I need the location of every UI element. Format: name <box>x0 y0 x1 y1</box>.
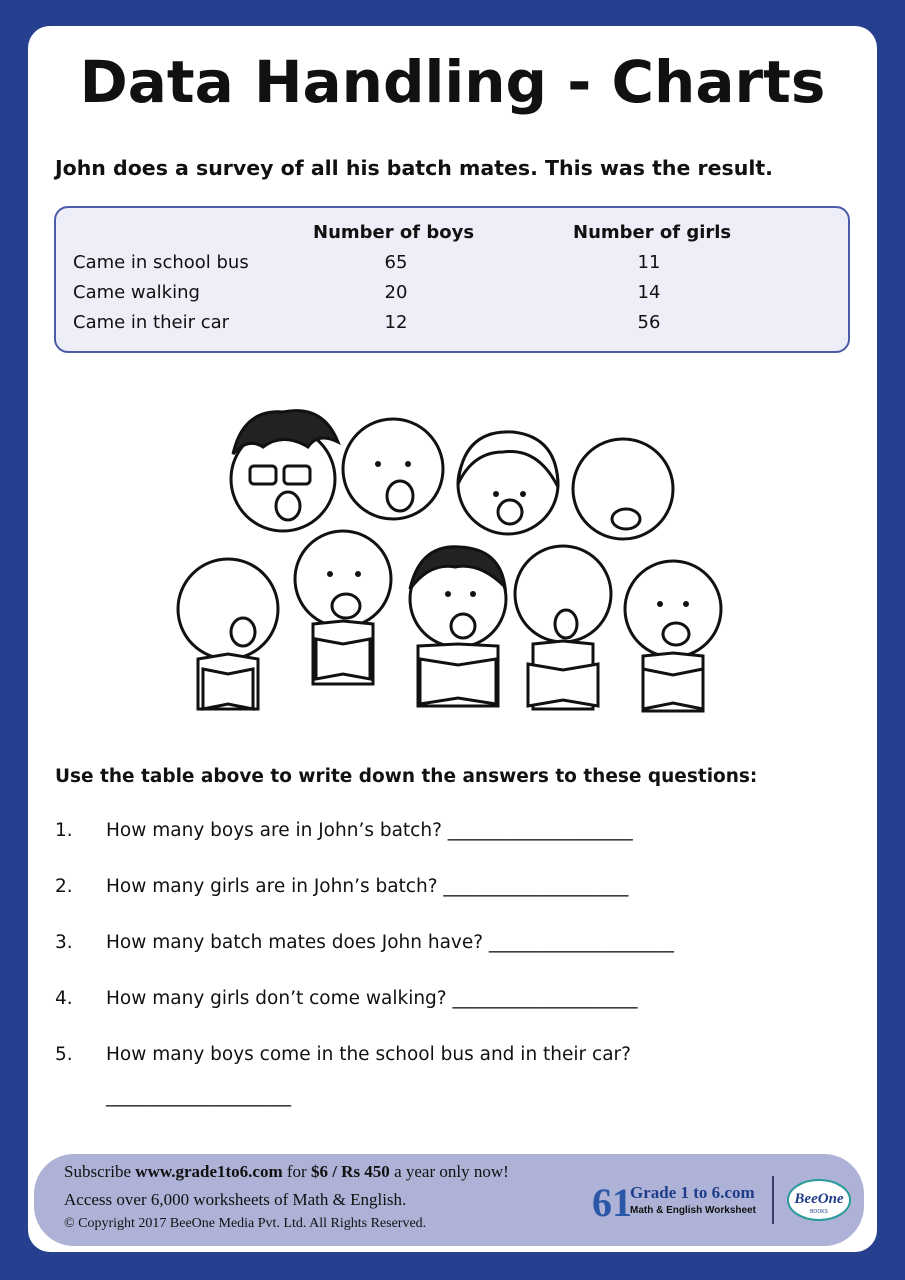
cell-girls: 14 <box>637 282 661 303</box>
row-label: Came walking <box>73 282 200 303</box>
logo-brand: BeeOne <box>794 1191 844 1207</box>
question-number: 3. <box>55 932 73 953</box>
singing-children-illustration <box>138 384 738 714</box>
row-label: Came in school bus <box>73 252 249 273</box>
question-item <box>55 1044 631 1065</box>
copyright-text: © Copyright 2017 BeeOne Media Pvt. Ltd. All Rights Reserved. <box>64 1216 427 1231</box>
cell-boys: 20 <box>384 282 408 303</box>
logo-tagline: Math & English Worksheet <box>630 1205 756 1216</box>
grade1to6-logo <box>592 1178 772 1224</box>
question-text: How many girls don’t come walking? ____________________ <box>106 988 638 1009</box>
logo-divider <box>772 1176 774 1224</box>
question-number: 2. <box>55 876 73 897</box>
beeone-logo <box>786 1176 852 1224</box>
question-text: How many boys come in the school bus and in their car? <box>106 1044 631 1065</box>
logo-brand-sub: BOOKS <box>810 1209 828 1215</box>
question-item <box>55 876 628 897</box>
cell-boys: 65 <box>384 252 408 273</box>
cell-boys: 12 <box>384 312 408 333</box>
question-text: How many girls are in John’s batch? ____________________ <box>106 876 629 897</box>
instruction-text: Use the table above to write down the answers to these questions: <box>55 766 758 787</box>
question-item <box>55 932 674 953</box>
question-item <box>55 988 638 1009</box>
site-link[interactable]: www.grade1to6.com <box>135 1162 283 1181</box>
access-text: Access over 6,000 worksheets of Math & English. <box>64 1190 407 1209</box>
intro-text: John does a survey of all his batch mates. This was the result. <box>55 156 773 180</box>
question-text: How many boys are in John’s batch? ____________________ <box>106 820 633 841</box>
worksheet-page <box>28 26 877 1252</box>
logo-mark: 61 <box>592 1180 632 1224</box>
logo-name: Grade 1 to 6.com <box>630 1183 755 1202</box>
subscribe-text: Subscribe www.grade1to6.com for $6 / Rs 450 a year only now! <box>64 1162 509 1181</box>
question-number: 1. <box>55 820 73 841</box>
question-number: 5. <box>55 1044 73 1065</box>
question-text: How many batch mates does John have? ____________________ <box>106 932 674 953</box>
header-boys: Number of boys <box>313 222 475 243</box>
row-label: Came in their car <box>73 312 230 333</box>
page-title: Data Handling - Charts <box>79 48 826 116</box>
question-number: 4. <box>55 988 73 1009</box>
footer-banner <box>34 1154 864 1246</box>
answer-line: ____________________ <box>106 1086 291 1107</box>
cell-girls: 11 <box>637 252 661 273</box>
question-item <box>55 820 633 841</box>
header-girls: Number of girls <box>573 222 732 243</box>
survey-table <box>54 206 850 353</box>
cell-girls: 56 <box>637 312 661 333</box>
